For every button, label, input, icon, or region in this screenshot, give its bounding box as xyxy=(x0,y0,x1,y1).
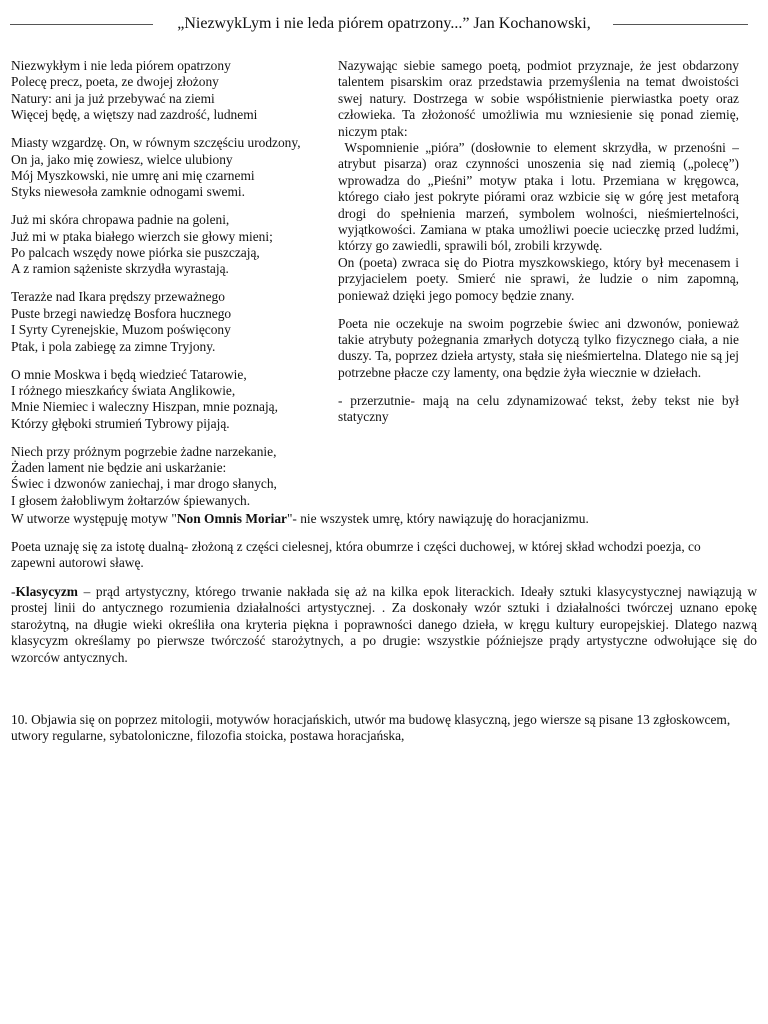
page-title: „NiezwykLym i nie leda piórem opatrzony...” Jan Kochanowski, xyxy=(177,15,591,32)
commentary-column xyxy=(338,58,739,432)
poem-line: Miasty wzgardzę. On, w równym szczęściu urodzony, xyxy=(11,135,301,151)
commentary-paragraph: Nazywając siebie samego poetą, podmiot przyznaje, że jest obdarzony talentem pisarskim oraz przedstawia przemyślenia na temat dwoistości swej natury. Dostrzega w sobie współistnienie pierwiastka poety oraz człowieka. Ta złożoność umożliwia mu wzniesienie się ponad ziemię, niczym ptak: xyxy=(338,58,739,139)
poem-line: Już mi w ptaka białego wierzch sie głowy mieni; xyxy=(11,228,273,244)
poem-stanza xyxy=(11,135,321,201)
poem-line: O mnie Moskwa i będą wiedzieć Tatarowie, xyxy=(11,366,247,382)
poem-line: Styks niewesoła zamknie odnogami swemi. xyxy=(11,184,245,200)
poem-line: Terazże nad Ikara prędszy przeważnego xyxy=(11,289,225,305)
poem-line: Świec i dzwonów zaniechaj, i mar drogo słanych, xyxy=(11,476,277,492)
classicism-prefix: - xyxy=(11,584,16,599)
motif-prefix: W utworze występuję motyw " xyxy=(11,511,177,526)
poem-line: Niech przy próżnym pogrzebie żadne narzekanie, xyxy=(11,443,277,459)
motif-paragraph xyxy=(11,511,757,527)
poem-line: Ptak, i pola zabiegę za zimne Tryjony. xyxy=(11,338,216,354)
poem-line: Niezwykłym i nie leda piórem opatrzony xyxy=(11,58,231,73)
classicism-term: Klasycyzm xyxy=(15,584,78,599)
poem-line: I głosem żałobliwym żołtarzów śpiewanych. xyxy=(11,492,251,508)
classicism-definition: – prąd artystyczny, którego trwanie nakłada się aż na kilka epok literackich. Ideały sztuki klasycystycznej nawiązują w prostej linii do antycznego rozumienia działalności artystycznej. . Za doskonały wzór sztuki i działalności twórczej uznano epokę starożytną, na długie wieki określiła ona kryteria piękna i poprawności danego dzieła, w kręgu kultury europejskiej. Dlatego nazwą klasycyzm określamy po pierwsze twórczość starożytnych, a po drugie: wszystkie późniejsze prądy artystyczne odwołujące się do wzorców antycznych. xyxy=(11,584,757,665)
commentary-paragraph: Wspomnienie „pióra” (dosłownie to element skrzydła, w przenośni – atrybut pisarza) oraz czynności unoszenia się nad ziemią („polecę”) wprowadza do „Pieśni” motyw ptaka i lotu. Przemiana w kręgowca, którego ciało jest pokryte piórami oraz wzbicie się w górę jest metaforą drogi do spełnienia marzeń, symbolem wolności, nieśmiertelności, wyjątkowości. Zamiana w ptaka umożliwi poecie ucieczkę przed ludźmi, którzy go zawiedli, sprawili ból, zrobili krzywdę. xyxy=(338,140,739,254)
poem-line: On ja, jako mię zowiesz, wielce ulubiony xyxy=(11,151,233,167)
poem-line: Którzy głęboki strumień Tybrowy pijają. xyxy=(11,415,230,431)
poem-line: A z ramion sążeniste skrzydła wyrastają. xyxy=(11,261,229,277)
poem-line: I różnego mieszkańcy świata Anglikowie, xyxy=(11,382,236,398)
duality-paragraph: Poeta uznaję się za istotę dualną- złożoną z części cielesnej, która obumrze i części duchowej, w której skład wchodzi poezja, co zapewni autorowi sławę. xyxy=(11,539,701,571)
poem-line: Więcej będę, a więtszy nad zazdrość, ludnemi xyxy=(11,107,258,123)
poem-stanza xyxy=(11,58,321,124)
motif-term: Non Omnis Moriar xyxy=(176,511,287,526)
commentary-paragraph: Poeta nie oczekuje na swoim pogrzebie świec ani dzwonów, ponieważ takie atrybuty pożegnania zmarłych dotyczą tylko fizycznego ciała, a nie duszy. Ta, poprzez dzieła artysty, stała się nieśmiertelna. Dlatego nie są jej potrzebne płacze czy lamenty, ona będzie żyła wiecznie w dziełach. xyxy=(338,315,739,380)
point-10-paragraph: 10. Objawia się on poprzez mitologii, motywów horacjańskich, utwór ma budowę klasyczną, jego wiersze są pisane 13 zgłoskowcem, utwory regularne, sybatoloniczne, filozofia stoicka, postawa horacjańska, xyxy=(11,712,731,744)
poem-column xyxy=(11,58,321,521)
poem-line: Już mi skóra chropawa padnie na goleni, xyxy=(11,212,230,228)
poem-line: Mój Myszkowski, nie umrę ani mię czarnemi xyxy=(11,167,255,183)
commentary-paragraph: On (poeta) zwraca się do Piotra myszkowskiego, który był mecenasem i przyjacielem poety. Smierć nie sprawi, że ludzie o nim zapomną, ponieważ dzięki jego pomocy będzie znany. xyxy=(338,254,739,303)
poem-stanza xyxy=(11,289,321,355)
document-header xyxy=(0,14,768,34)
poem-line: Polecę precz, poeta, ze dwojej złożony xyxy=(11,74,219,90)
poem-line: Po palcach wszędy nowe piórka sie puszczają, xyxy=(11,245,260,261)
poem-line: Mnie Niemiec i waleczny Hiszpan, mnie poznają, xyxy=(11,399,278,415)
poem-stanza xyxy=(11,367,321,433)
motif-suffix: "- nie wszystek umrę, który nawiązuję do horacjanizmu. xyxy=(286,511,589,526)
classicism-paragraph xyxy=(11,584,757,666)
poem-line: I Syrty Cyrenejskie, Muzom poświęcony xyxy=(11,322,231,338)
poem-line: Natury: ani ja już przebywać na ziemi xyxy=(11,90,215,106)
title-rule-right xyxy=(613,24,748,25)
poem-stanza xyxy=(11,444,321,510)
poem-stanza xyxy=(11,212,321,278)
poem-line: Puste brzegi nawiedzę Bosfora hucznego xyxy=(11,305,232,321)
poem-line: Żaden lament nie będzie ani uskarżanie: xyxy=(11,460,227,476)
commentary-paragraph: - przerzutnie- mają na celu zdynamizować tekst, żeby tekst nie był statyczny xyxy=(338,392,739,425)
title-rule-left xyxy=(10,24,153,25)
